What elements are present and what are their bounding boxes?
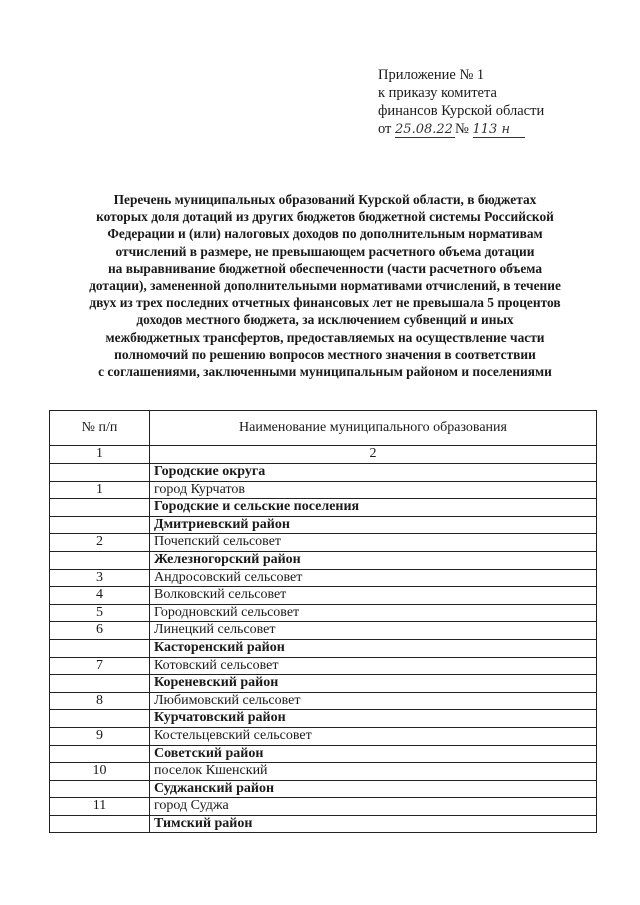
- title-line: доходов местного бюджета, за исключением субвенций и иных: [136, 312, 514, 328]
- document-title: [60, 191, 590, 380]
- row-number: 6: [50, 622, 150, 640]
- row-number: 10: [50, 763, 150, 781]
- appendix-order-line: [378, 120, 544, 138]
- title-line: Федерации и (или) налоговых доходов по дополнительным нормативам: [107, 226, 543, 242]
- row-number: [50, 551, 150, 569]
- row-number: 9: [50, 727, 150, 745]
- title-line: с соглашениями, заключенными муниципальным районом и поселениями: [98, 364, 552, 380]
- row-number: 4: [50, 587, 150, 605]
- table-row: [50, 569, 597, 587]
- header-name: Наименование муниципального образования: [150, 411, 597, 446]
- table-row: [50, 534, 597, 552]
- title-line: межбюджетных трансфертов, предоставляемых на осуществление части: [105, 329, 545, 345]
- title-line: двух из трех последних отчетных финансовых лет не превышала 5 процентов: [89, 295, 561, 311]
- row-number: [50, 710, 150, 728]
- municipality-name: город Курчатов: [150, 481, 597, 499]
- row-number: [50, 815, 150, 833]
- municipality-name: Волковский сельсовет: [150, 587, 597, 605]
- row-number: 3: [50, 569, 150, 587]
- row-number: [50, 780, 150, 798]
- table-section-row: [50, 464, 597, 482]
- appendix-line-2: к приказу комитета: [378, 85, 497, 101]
- table-section-row: [50, 516, 597, 534]
- title-line: на выравнивание бюджетной обеспеченности (части расчетного объема: [107, 260, 543, 276]
- row-number: [50, 745, 150, 763]
- table-section-row: [50, 745, 597, 763]
- municipality-name: Костельцевский сельсовет: [150, 727, 597, 745]
- row-number: [50, 639, 150, 657]
- handwritten-number: 113 н: [473, 123, 525, 138]
- row-number: [50, 516, 150, 534]
- handwritten-date: 25.08.22: [395, 123, 455, 138]
- table-section-row: [50, 780, 597, 798]
- table-row: [50, 692, 597, 710]
- row-number: 1: [50, 481, 150, 499]
- table-body: [50, 464, 597, 833]
- section-name: Советский район: [150, 745, 597, 763]
- section-name: Суджанский район: [150, 780, 597, 798]
- from-label: от: [378, 121, 392, 137]
- title-line: отчислений в размере, не превышающем расчетного объема дотации: [115, 243, 535, 259]
- table-row: [50, 798, 597, 816]
- table-row: [50, 622, 597, 640]
- row-number: [50, 675, 150, 693]
- section-name: Кореневский район: [150, 675, 597, 693]
- municipality-name: поселок Кшенский: [150, 763, 597, 781]
- appendix-line-1: Приложение № 1: [378, 67, 485, 83]
- table-section-row: [50, 710, 597, 728]
- municipality-name: Городновский сельсовет: [150, 604, 597, 622]
- municipality-name: Котовский сельсовет: [150, 657, 597, 675]
- table-row: [50, 657, 597, 675]
- title-line: полномочий по решению вопросов местного значения в соответствии: [114, 346, 536, 362]
- column-number-1: 1: [50, 446, 150, 464]
- column-number-2: 2: [150, 446, 597, 464]
- municipality-name: Любимовский сельсовет: [150, 692, 597, 710]
- row-number: 11: [50, 798, 150, 816]
- table-header-row: [50, 411, 597, 446]
- section-name: Тимский район: [150, 815, 597, 833]
- appendix-line-3: финансов Курской области: [378, 103, 545, 119]
- table-row: [50, 481, 597, 499]
- table-section-row: [50, 499, 597, 517]
- table-row: [50, 727, 597, 745]
- section-name: Городские и сельские поселения: [150, 499, 597, 517]
- column-number-row: [50, 446, 597, 464]
- municipalities-table: [49, 410, 597, 833]
- municipality-name: Андросовский сельсовет: [150, 569, 597, 587]
- row-number: [50, 499, 150, 517]
- municipality-name: Почепский сельсовет: [150, 534, 597, 552]
- table-section-row: [50, 551, 597, 569]
- row-number: 5: [50, 604, 150, 622]
- row-number: 8: [50, 692, 150, 710]
- section-name: Касторенский район: [150, 639, 597, 657]
- table-section-row: [50, 815, 597, 833]
- section-name: Железногорский район: [150, 551, 597, 569]
- title-line: дотации), замененной дополнительными нормативами отчислений, в течение: [89, 278, 561, 294]
- table-row: [50, 763, 597, 781]
- row-number: [50, 464, 150, 482]
- section-name: Курчатовский район: [150, 710, 597, 728]
- header-number: № п/п: [50, 411, 150, 446]
- appendix-header: [378, 66, 544, 138]
- title-line: которых доля дотаций из других бюджетов бюджетной системы Российской: [96, 209, 554, 225]
- title-line: Перечень муниципальных образований Курской области, в бюджетах: [113, 192, 537, 207]
- table-section-row: [50, 639, 597, 657]
- table-row: [50, 604, 597, 622]
- row-number: 2: [50, 534, 150, 552]
- section-name: Городские округа: [150, 464, 597, 482]
- table-section-row: [50, 675, 597, 693]
- municipality-name: Линецкий сельсовет: [150, 622, 597, 640]
- table-row: [50, 587, 597, 605]
- row-number: 7: [50, 657, 150, 675]
- section-name: Дмитриевский район: [150, 516, 597, 534]
- number-label: №: [455, 121, 469, 137]
- municipality-name: город Суджа: [150, 798, 597, 816]
